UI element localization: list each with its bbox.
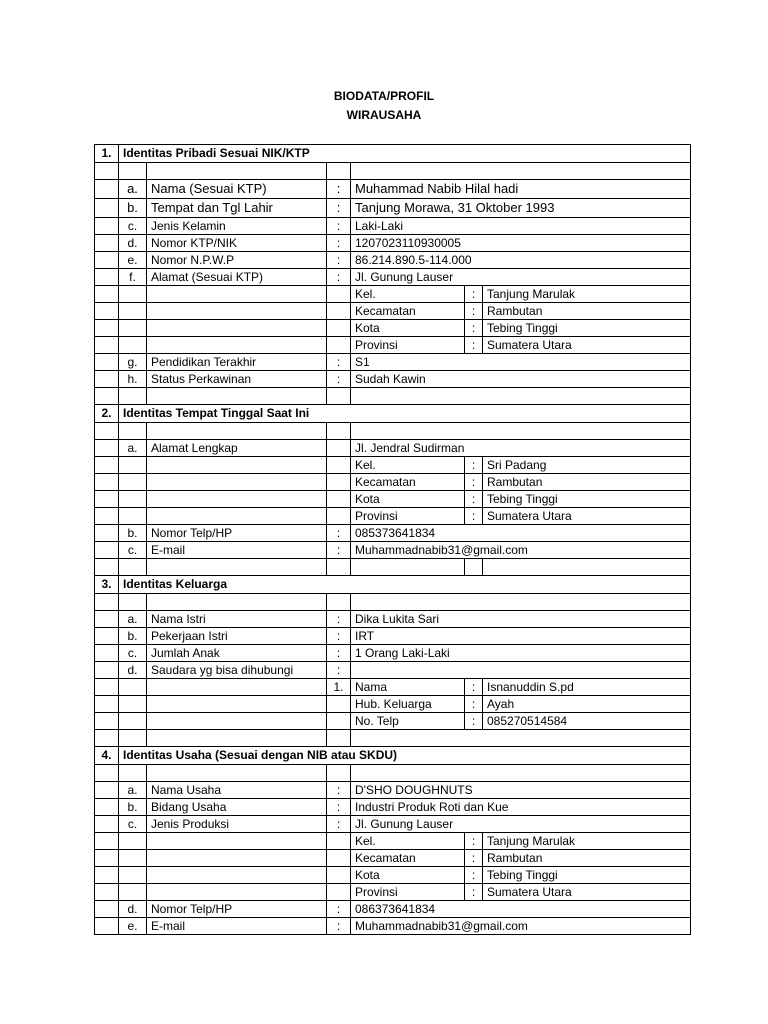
- item-label: Alamat (Sesuai KTP): [147, 269, 327, 286]
- empty-cell: [95, 662, 119, 679]
- sub-label: Kota: [351, 491, 465, 508]
- colon: :: [465, 320, 483, 337]
- item-label: Nomor Telp/HP: [147, 525, 327, 542]
- item-label: Alamat Lengkap: [147, 440, 327, 457]
- empty-cell: [147, 320, 327, 337]
- sub-label: Nama: [351, 679, 465, 696]
- empty-cell: [147, 850, 327, 867]
- item-letter: d.: [119, 901, 147, 918]
- blank-cell: [119, 163, 147, 180]
- colon: :: [327, 782, 351, 799]
- blank-cell: [119, 594, 147, 611]
- sub-label: Provinsi: [351, 884, 465, 901]
- item-label: Jenis Kelamin: [147, 218, 327, 235]
- item-label: Status Perkawinan: [147, 371, 327, 388]
- table-row: [95, 199, 691, 218]
- empty-cell: [327, 713, 351, 730]
- colon: [327, 440, 351, 457]
- empty-cell: [95, 713, 119, 730]
- empty-cell: [95, 354, 119, 371]
- colon: :: [327, 611, 351, 628]
- blank-cell: [95, 730, 119, 747]
- empty-cell: [147, 457, 327, 474]
- blank-cell: [351, 594, 691, 611]
- empty-cell: [95, 799, 119, 816]
- blank-row: [95, 163, 691, 180]
- empty-cell: [95, 867, 119, 884]
- blank-cell: [327, 559, 351, 576]
- colon: :: [465, 457, 483, 474]
- table-row: [95, 850, 691, 867]
- item-label: Nomor Telp/HP: [147, 901, 327, 918]
- blank-cell: [351, 388, 691, 405]
- blank-cell: [119, 423, 147, 440]
- empty-cell: [95, 542, 119, 559]
- section-title: Identitas Usaha (Sesuai dengan NIB atau SKDU): [119, 747, 691, 765]
- colon: :: [327, 628, 351, 645]
- blank-cell: [95, 163, 119, 180]
- document-subtitle: WIRAUSAHA: [346, 108, 422, 122]
- colon: :: [327, 235, 351, 252]
- sub-label: Kecamatan: [351, 474, 465, 491]
- empty-cell: [95, 628, 119, 645]
- empty-cell: [119, 713, 147, 730]
- item-value: 1207023110930005: [351, 235, 691, 252]
- blank-cell: [327, 423, 351, 440]
- table-row: [95, 713, 691, 730]
- colon: :: [327, 901, 351, 918]
- empty-cell: [147, 491, 327, 508]
- item-letter: d.: [119, 662, 147, 679]
- item-label: Nama Usaha: [147, 782, 327, 799]
- item-label: E-mail: [147, 542, 327, 559]
- item-label: Nama Istri: [147, 611, 327, 628]
- empty-cell: [95, 286, 119, 303]
- colon: :: [327, 269, 351, 286]
- empty-cell: [95, 782, 119, 799]
- table-row: [95, 440, 691, 457]
- colon: :: [465, 286, 483, 303]
- table-row: [95, 884, 691, 901]
- blank-cell: [327, 730, 351, 747]
- empty-cell: [327, 491, 351, 508]
- item-letter: g.: [119, 354, 147, 371]
- empty-cell: [95, 850, 119, 867]
- empty-cell: [95, 679, 119, 696]
- empty-cell: [95, 508, 119, 525]
- empty-cell: [119, 696, 147, 713]
- table-row: [95, 235, 691, 252]
- item-label: Nomor KTP/NIK: [147, 235, 327, 252]
- item-label: Pekerjaan Istri: [147, 628, 327, 645]
- sub-label: Provinsi: [351, 508, 465, 525]
- empty-cell: [147, 696, 327, 713]
- empty-cell: [147, 286, 327, 303]
- sub-value: Sumatera Utara: [483, 508, 691, 525]
- table-row: [95, 799, 691, 816]
- blank-cell: [351, 163, 691, 180]
- blank-row: [95, 730, 691, 747]
- sub-value: Ayah: [483, 696, 691, 713]
- empty-cell: [95, 696, 119, 713]
- blank-row: [95, 559, 691, 576]
- item-value: Muhammadnabib31@gmail.com: [351, 542, 691, 559]
- section-number: 1.: [95, 145, 119, 163]
- empty-cell: [119, 474, 147, 491]
- colon: :: [465, 491, 483, 508]
- sub-value: Tanjung Marulak: [483, 833, 691, 850]
- blank-cell: [147, 423, 327, 440]
- sub-value: Sri Padang: [483, 457, 691, 474]
- table-row: [95, 833, 691, 850]
- section-header: [95, 747, 691, 765]
- section-title: Identitas Keluarga: [119, 576, 691, 594]
- empty-cell: [327, 457, 351, 474]
- section-number: 4.: [95, 747, 119, 765]
- biodata-table: [94, 144, 691, 935]
- colon: :: [327, 645, 351, 662]
- item-label: Jenis Produksi: [147, 816, 327, 833]
- empty-cell: [119, 833, 147, 850]
- colon: :: [327, 199, 351, 218]
- table-row: [95, 679, 691, 696]
- item-value: 1 Orang Laki-Laki: [351, 645, 691, 662]
- blank-cell: [147, 730, 327, 747]
- item-letter: c.: [119, 542, 147, 559]
- blank-cell: [119, 559, 147, 576]
- colon: :: [327, 542, 351, 559]
- colon: :: [465, 474, 483, 491]
- blank-cell: [483, 559, 691, 576]
- table-row: [95, 354, 691, 371]
- item-label: Nomor N.P.W.P: [147, 252, 327, 269]
- item-value: S1: [351, 354, 691, 371]
- item-letter: a.: [119, 440, 147, 457]
- empty-cell: [327, 508, 351, 525]
- colon: :: [327, 525, 351, 542]
- sub-value: Sumatera Utara: [483, 884, 691, 901]
- empty-cell: [119, 337, 147, 354]
- item-letter: b.: [119, 199, 147, 218]
- blank-cell: [95, 594, 119, 611]
- item-label: E-mail: [147, 918, 327, 935]
- empty-cell: [95, 303, 119, 320]
- item-value: Muhammadnabib31@gmail.com: [351, 918, 691, 935]
- colon: :: [465, 867, 483, 884]
- blank-cell: [95, 765, 119, 782]
- table-row: [95, 782, 691, 799]
- blank-row: [95, 594, 691, 611]
- colon: :: [327, 354, 351, 371]
- blank-cell: [119, 730, 147, 747]
- blank-cell: [351, 730, 691, 747]
- empty-cell: [327, 833, 351, 850]
- sub-label: Hub. Keluarga: [351, 696, 465, 713]
- sub-label: Kota: [351, 867, 465, 884]
- blank-cell: [351, 559, 465, 576]
- empty-cell: [327, 337, 351, 354]
- blank-cell: [147, 388, 327, 405]
- empty-cell: [147, 884, 327, 901]
- empty-cell: [95, 901, 119, 918]
- item-value: 86.214.890.5-114.000: [351, 252, 691, 269]
- item-value: IRT: [351, 628, 691, 645]
- empty-cell: [95, 180, 119, 199]
- blank-cell: [95, 388, 119, 405]
- empty-cell: [147, 713, 327, 730]
- item-letter: b.: [119, 525, 147, 542]
- blank-cell: [327, 388, 351, 405]
- empty-cell: [95, 199, 119, 218]
- empty-cell: [95, 474, 119, 491]
- colon: :: [327, 799, 351, 816]
- item-label: Tempat dan Tgl Lahir: [147, 199, 327, 218]
- item-value: Jl. Gunung Lauser: [351, 816, 691, 833]
- sub-value: Rambutan: [483, 850, 691, 867]
- empty-cell: [327, 303, 351, 320]
- table-row: [95, 252, 691, 269]
- item-label: Pendidikan Terakhir: [147, 354, 327, 371]
- empty-cell: [119, 320, 147, 337]
- blank-cell: [351, 423, 691, 440]
- empty-cell: [327, 850, 351, 867]
- empty-cell: [147, 337, 327, 354]
- blank-cell: [147, 594, 327, 611]
- empty-cell: [95, 611, 119, 628]
- empty-cell: [327, 884, 351, 901]
- table-row: [95, 303, 691, 320]
- empty-cell: [327, 474, 351, 491]
- empty-cell: [95, 491, 119, 508]
- item-value: Industri Produk Roti dan Kue: [351, 799, 691, 816]
- empty-cell: [119, 457, 147, 474]
- item-letter: a.: [119, 782, 147, 799]
- table-row: [95, 508, 691, 525]
- colon: :: [465, 508, 483, 525]
- empty-cell: [95, 269, 119, 286]
- empty-cell: [95, 884, 119, 901]
- empty-cell: [119, 850, 147, 867]
- item-value: [351, 662, 691, 679]
- colon: :: [465, 337, 483, 354]
- table-row: [95, 542, 691, 559]
- empty-cell: [147, 508, 327, 525]
- table-row: [95, 180, 691, 199]
- empty-cell: [147, 679, 327, 696]
- blank-cell: [351, 765, 691, 782]
- sub-value: Rambutan: [483, 303, 691, 320]
- empty-cell: [95, 320, 119, 337]
- empty-cell: [95, 833, 119, 850]
- sub-value: Tebing Tinggi: [483, 320, 691, 337]
- empty-cell: [119, 508, 147, 525]
- table-row: [95, 320, 691, 337]
- sub-label: Kel.: [351, 286, 465, 303]
- table-row: [95, 867, 691, 884]
- colon: :: [327, 662, 351, 679]
- blank-cell: [465, 559, 483, 576]
- sub-number: 1.: [327, 679, 351, 696]
- table-row: [95, 696, 691, 713]
- empty-cell: [119, 286, 147, 303]
- section-number: 2.: [95, 405, 119, 423]
- empty-cell: [147, 833, 327, 850]
- table-row: [95, 816, 691, 833]
- blank-cell: [327, 765, 351, 782]
- empty-cell: [119, 303, 147, 320]
- section-header: [95, 145, 691, 163]
- table-row: [95, 286, 691, 303]
- empty-cell: [95, 816, 119, 833]
- item-label: Bidang Usaha: [147, 799, 327, 816]
- empty-cell: [95, 525, 119, 542]
- empty-cell: [119, 884, 147, 901]
- item-value: Laki-Laki: [351, 218, 691, 235]
- table-row: [95, 525, 691, 542]
- item-letter: c.: [119, 218, 147, 235]
- item-value: Sudah Kawin: [351, 371, 691, 388]
- empty-cell: [327, 320, 351, 337]
- item-letter: b.: [119, 799, 147, 816]
- item-letter: c.: [119, 816, 147, 833]
- empty-cell: [119, 679, 147, 696]
- empty-cell: [95, 337, 119, 354]
- colon: :: [327, 816, 351, 833]
- item-label: Saudara yg bisa dihubungi: [147, 662, 327, 679]
- empty-cell: [95, 371, 119, 388]
- empty-cell: [327, 867, 351, 884]
- sub-value: Isnanuddin S.pd: [483, 679, 691, 696]
- section-title: Identitas Pribadi Sesuai NIK/KTP: [119, 145, 691, 163]
- item-letter: d.: [119, 235, 147, 252]
- sub-label: Kecamatan: [351, 303, 465, 320]
- item-value: 085373641834: [351, 525, 691, 542]
- colon: :: [327, 918, 351, 935]
- item-letter: c.: [119, 645, 147, 662]
- item-letter: f.: [119, 269, 147, 286]
- colon: :: [327, 252, 351, 269]
- empty-cell: [95, 645, 119, 662]
- empty-cell: [147, 303, 327, 320]
- table-row: [95, 491, 691, 508]
- sub-value: Tanjung Marulak: [483, 286, 691, 303]
- sub-value: Rambutan: [483, 474, 691, 491]
- item-letter: a.: [119, 611, 147, 628]
- empty-cell: [95, 918, 119, 935]
- empty-cell: [95, 440, 119, 457]
- empty-cell: [119, 867, 147, 884]
- colon: :: [465, 833, 483, 850]
- table-row: [95, 662, 691, 679]
- table-row: [95, 474, 691, 491]
- blank-cell: [119, 765, 147, 782]
- blank-row: [95, 765, 691, 782]
- empty-cell: [95, 218, 119, 235]
- sub-label: Provinsi: [351, 337, 465, 354]
- item-value: Jl. Gunung Lauser: [351, 269, 691, 286]
- empty-cell: [95, 235, 119, 252]
- blank-row: [95, 423, 691, 440]
- sub-value: 085270514584: [483, 713, 691, 730]
- sub-value: Tebing Tinggi: [483, 491, 691, 508]
- blank-row: [95, 388, 691, 405]
- blank-cell: [95, 423, 119, 440]
- table-row: [95, 901, 691, 918]
- table-row: [95, 611, 691, 628]
- item-label: Jumlah Anak: [147, 645, 327, 662]
- table-row: [95, 918, 691, 935]
- blank-cell: [327, 163, 351, 180]
- colon: :: [327, 371, 351, 388]
- sub-label: Kecamatan: [351, 850, 465, 867]
- blank-cell: [119, 388, 147, 405]
- sub-label: Kota: [351, 320, 465, 337]
- sub-label: Kel.: [351, 457, 465, 474]
- section-header: [95, 576, 691, 594]
- empty-cell: [119, 491, 147, 508]
- empty-cell: [327, 286, 351, 303]
- table-row: [95, 628, 691, 645]
- colon: :: [327, 218, 351, 235]
- item-value: Tanjung Morawa, 31 Oktober 1993: [351, 199, 691, 218]
- blank-cell: [147, 559, 327, 576]
- colon: :: [327, 180, 351, 199]
- colon: :: [465, 696, 483, 713]
- item-value: Jl. Jendral Sudirman: [351, 440, 691, 457]
- item-letter: a.: [119, 180, 147, 199]
- table-row: [95, 645, 691, 662]
- item-letter: e.: [119, 252, 147, 269]
- colon: :: [465, 713, 483, 730]
- colon: :: [465, 884, 483, 901]
- empty-cell: [147, 867, 327, 884]
- item-label: Nama (Sesuai KTP): [147, 180, 327, 199]
- sub-value: Sumatera Utara: [483, 337, 691, 354]
- item-letter: h.: [119, 371, 147, 388]
- blank-cell: [147, 163, 327, 180]
- item-letter: b.: [119, 628, 147, 645]
- colon: :: [465, 850, 483, 867]
- blank-cell: [147, 765, 327, 782]
- colon: :: [465, 303, 483, 320]
- colon: :: [465, 679, 483, 696]
- sub-label: Kel.: [351, 833, 465, 850]
- document-title: BIODATA/PROFIL: [333, 89, 435, 103]
- empty-cell: [147, 474, 327, 491]
- sub-value: Tebing Tinggi: [483, 867, 691, 884]
- section-title: Identitas Tempat Tinggal Saat Ini: [119, 405, 691, 423]
- table-row: [95, 269, 691, 286]
- empty-cell: [327, 696, 351, 713]
- section-number: 3.: [95, 576, 119, 594]
- item-value: D'SHO DOUGHNUTS: [351, 782, 691, 799]
- item-letter: e.: [119, 918, 147, 935]
- item-value: Muhammad Nabib Hilal hadi: [351, 180, 691, 199]
- item-value: Dika Lukita Sari: [351, 611, 691, 628]
- blank-cell: [327, 594, 351, 611]
- section-header: [95, 405, 691, 423]
- blank-cell: [95, 559, 119, 576]
- table-row: [95, 371, 691, 388]
- sub-label: No. Telp: [351, 713, 465, 730]
- table-row: [95, 218, 691, 235]
- item-value: 086373641834: [351, 901, 691, 918]
- empty-cell: [95, 457, 119, 474]
- table-row: [95, 457, 691, 474]
- table-row: [95, 337, 691, 354]
- empty-cell: [95, 252, 119, 269]
